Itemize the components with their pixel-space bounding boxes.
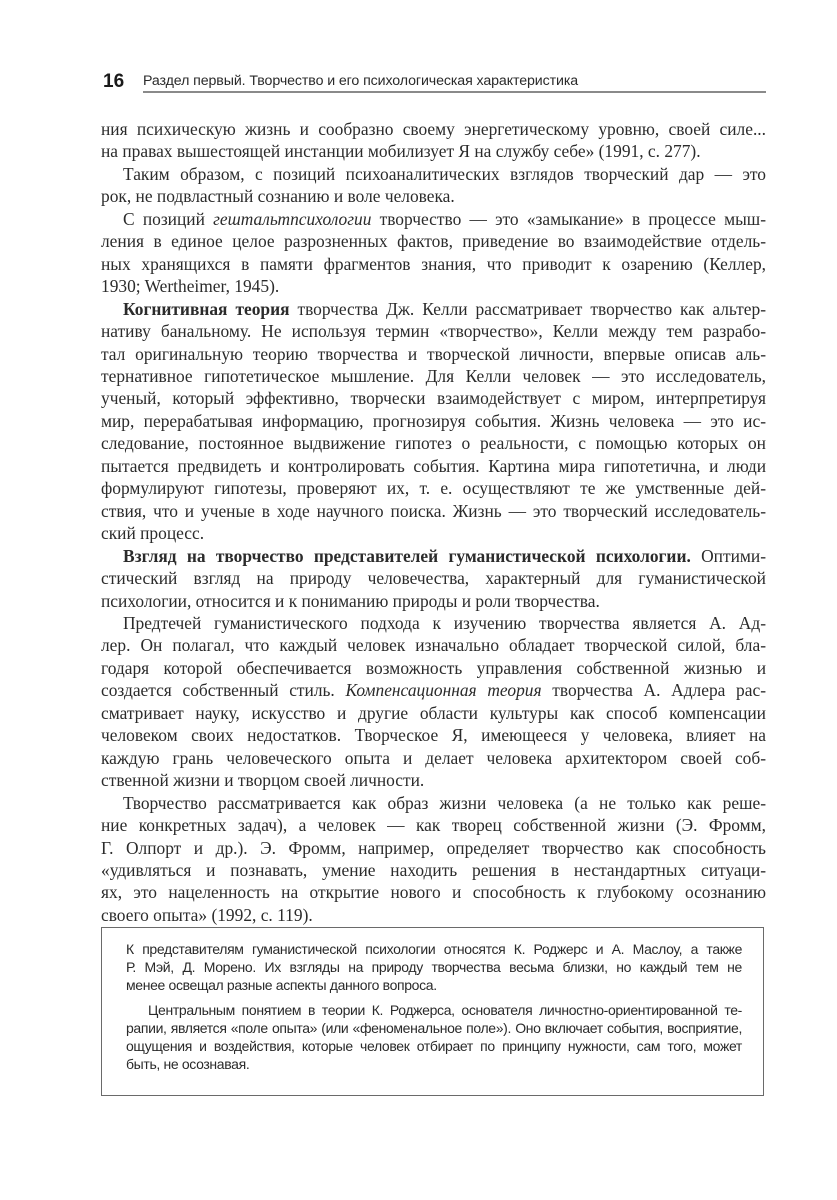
text-line: пытается предвидеть и контролировать события. Картина мира гипотетична, и люди [101,455,766,476]
text-line: Р. Мэй, Д. Морено. Их взгляды на природу творчества весьма близки, но каждый тем не [126,959,742,976]
text-line: ях, это нацеленность на открытие нового и способность к глубокому осознанию [101,882,766,903]
text-line: мир, перерабатывая информацию, прогнозируя события. Жизнь человека — это ис- [101,410,766,431]
text-line: Таким образом, с позиций психоаналитических взглядов творческий дар — это [123,163,766,184]
text-line: ных хранящихся в памяти фрагментов знания, что приводит к озарению (Келлер, [101,253,766,274]
text-span: творчества Дж. Келли рассматривает творчество как альтер- [289,298,766,319]
text-line: менее освещал разные аспекты данного вопроса. [126,977,437,994]
sidebar-paragraph [126,1001,742,1074]
text-line: человеком своих недостатков. Творческое Я, имеющееся у человека, влияет на [101,725,766,746]
text-line: годаря которой обеспечивается возможность управления собственной жизнью и [101,657,766,678]
text-line: ученый, который эффективно, творчески взаимодействует с миром, интерпретируя [101,388,766,409]
text-line: психологии, относится и к пониманию природы и роли творчества. [101,590,600,611]
text-span: Оптими- [690,545,766,566]
paragraph-adler [101,612,766,792]
text-line [101,679,766,701]
paragraph-fromm [101,792,766,927]
text-span: С позиций [123,208,214,229]
paragraph-gestalt [101,208,766,298]
text-line: ощущения и воздействия, которые человек отбирает по принципу нужности, сам того, может [126,1038,742,1055]
text-line: стический взгляд на природу человечества, характерный для гуманистической [101,568,766,589]
text-line: нативу банальному. Не используя термин «творчество», Келли между тем разрабо- [101,321,766,342]
text-line: ления в единое целое разрозненных фактов, приведение во взаимодействие отдель- [101,231,766,252]
text-line: формулируют гипотезы, проверяют их, т. е. осуществляют те же умственные дей- [101,478,766,499]
text-line: Центральным понятием в теории К. Роджерса, основателя личностно-ориентированной те- [148,1001,742,1018]
text-line: Г. Олпорт и др.). Э. Фромм, например, определяет творчество как способность [101,837,766,858]
text-line: рапии, является «поле опыта» (или «феноменальное поле»). Оно включает события, восприятие, [126,1019,742,1036]
text-line: Предтечей гуманистического подхода к изучению творчества является А. Ад- [123,612,766,633]
text-line: следование, постоянное выдвижение гипотез о реальности, с помощью которых он [101,433,766,454]
sidebar-paragraph [126,940,742,995]
text-line: быть, не осознавая. [126,1056,250,1073]
bold-term-cognitive-theory: Когнитивная теория [123,298,290,319]
text-line: ствия, что и ученые в ходе научного поиска. Жизнь — это творческий исследователь- [101,500,766,521]
text-line [101,298,766,320]
text-line: лер. Он полагал, что каждый человек изначально обладает творческой силой, бла- [101,635,766,656]
text-line: ский процесс. [101,523,205,544]
text-line: сматривает науку, искусство и другие области культуры как способ компенсации [101,702,766,723]
text-span: создается собственный стиль. [101,680,346,701]
text-line: «удивляться и познавать, умение находить решения в нестандартных ситуаци- [101,859,766,880]
italic-term-gestalt: гештальтпсихологии [213,208,372,229]
text-span: творчества А. Адлера рас- [541,680,766,701]
paragraph-humanistic-view [101,545,766,612]
paragraph-continuation [101,118,766,163]
text-line: на правах вышестоящей инстанции мобилизует Я на службу себе» (1991, с. 277). [101,141,701,162]
text-line [101,545,766,567]
page-header [101,70,766,92]
text-line: К представителям гуманистической психологии относятся К. Роджерс и А. Маслоу, а также [126,941,742,957]
italic-term-compensation: Компенсационная теория [345,680,542,701]
running-title: Раздел первый. Творчество и его психологическая характеристика [143,73,766,93]
bold-heading-humanistic: Взгляд на творчество представителей гуманистической психологии. [123,545,691,566]
main-text [101,118,766,926]
page-number: 16 [103,71,125,92]
text-line: 1930; Wertheimer, 1945). [101,276,280,297]
paragraph [101,163,766,208]
text-line: тернативное гипотетическое мышление. Для Келли человек — это исследователь, [101,365,766,386]
text-line: Творчество рассматривается как образ жизни человека (а не только как реше- [123,792,766,813]
text-line [101,208,766,230]
text-line: рок, не подвластный сознанию и воле человека. [101,186,455,207]
paragraph-cognitive-theory [101,298,766,545]
text-span: творчество — это «замыкание» в процессе мыш- [371,208,766,229]
text-line: тал оригинальную теорию творчества и творческой личности, впервые описав аль- [101,343,766,364]
sidebar-text [126,940,742,1073]
text-line: ния психическую жизнь и сообразно своему энергетическому уровню, своей силе... [101,119,766,139]
text-line: ственной жизни и творцом своей личности. [101,770,425,791]
text-line: ние конкретных задач), а человек — как творец собственной жизни (Э. Фромм, [101,815,766,836]
sidebar-box [101,927,764,1096]
text-line: своего опыта» (1992, с. 119). [101,904,313,925]
text-line: каждую грань человеческого опыта и делает человека архитектором своей соб- [101,747,766,768]
